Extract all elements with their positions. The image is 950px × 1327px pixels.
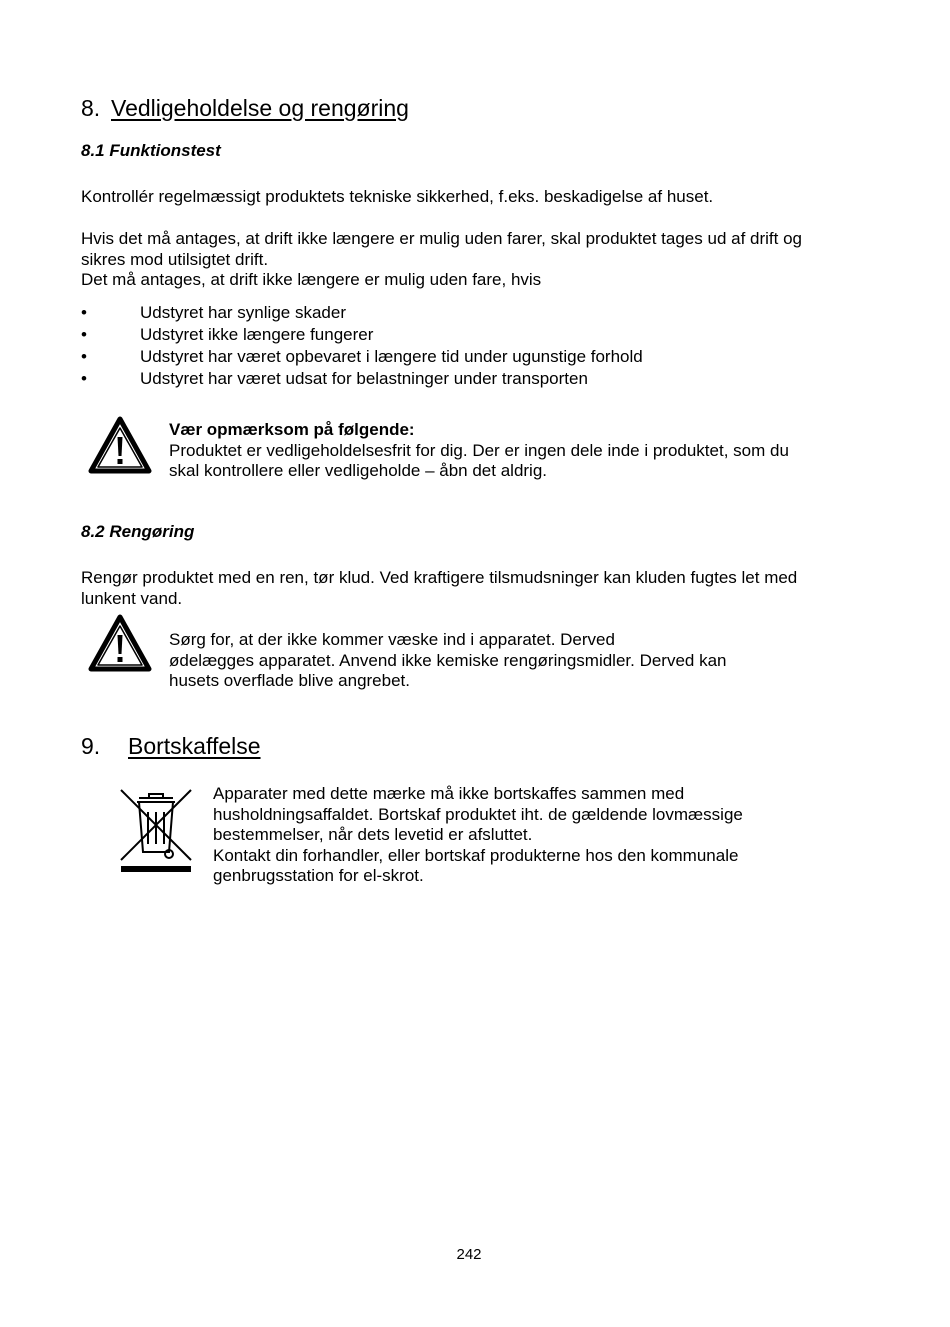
crossed-out-wheelie-bin-icon bbox=[117, 786, 195, 876]
paragraph-line: sikres mod utilsigtet drift. bbox=[81, 249, 269, 269]
bullet-list bbox=[81, 302, 841, 390]
warning-title: Vær opmærksom på følgende: bbox=[169, 420, 415, 439]
paragraph-functional-check bbox=[81, 187, 871, 208]
warning-note-cleaning bbox=[169, 630, 869, 692]
list-item bbox=[81, 324, 841, 346]
paragraph-operation-condition bbox=[81, 229, 871, 291]
paragraph-line: Rengør produktet med en ren, tør klud. Ved kraftigere tilsmudsninger kan kluden fugtes let med bbox=[81, 568, 798, 587]
paragraph-line: Apparater med dette mærke må ikke bortskaffes sammen med bbox=[213, 784, 685, 803]
warning-line: Sørg for, at der ikke kommer væske ind i apparatet. Derved bbox=[169, 630, 615, 649]
bullet-icon: • bbox=[81, 325, 87, 344]
list-item-text: Udstyret har synlige skader bbox=[140, 303, 346, 322]
paragraph-line: Kontrollér regelmæssigt produktets tekniske sikkerhed, f.eks. beskadigelse af huset. bbox=[81, 187, 714, 206]
warning-line: skal kontrollere eller vedligeholde – åbn det aldrig. bbox=[169, 461, 548, 481]
section-8-number: 8. bbox=[81, 95, 101, 121]
paragraph-line: lunkent vand. bbox=[81, 588, 183, 608]
list-item-text: Udstyret har været opbevaret i længere tid under ugunstige forhold bbox=[140, 347, 643, 366]
warning-line: Produktet er vedligeholdelsesfrit for dig. Der er ingen dele inde i produktet, som du bbox=[169, 440, 789, 460]
paragraph-cleaning bbox=[81, 568, 871, 609]
section-8-title: Vedligeholdelse og rengøring bbox=[111, 95, 409, 121]
subsection-8-2-heading: 8.2 Rengøring bbox=[81, 522, 195, 541]
section-8-heading bbox=[81, 95, 681, 125]
subsection-8-1-heading: 8.1 Funktionstest bbox=[81, 141, 221, 160]
paragraph-line: bestemmelser, når dets levetid er afsluttet. bbox=[213, 825, 533, 845]
paragraph-line: Kontakt din forhandler, eller bortskaf produkterne hos den kommunale bbox=[213, 845, 739, 865]
list-item-text: Udstyret ikke længere fungerer bbox=[140, 325, 374, 344]
section-9-heading bbox=[81, 733, 681, 763]
bullet-icon: • bbox=[81, 303, 87, 322]
list-item bbox=[81, 302, 841, 324]
warning-line: husets overflade blive angrebet. bbox=[169, 671, 410, 691]
warning-triangle-icon bbox=[88, 614, 152, 672]
list-item bbox=[81, 346, 841, 368]
section-9-number: 9. bbox=[81, 733, 101, 759]
list-item-text: Udstyret har været udsat for belastninger under transporten bbox=[140, 369, 588, 388]
paragraph-line: genbrugsstation for el-skrot. bbox=[213, 866, 424, 886]
bullet-icon: • bbox=[81, 347, 87, 366]
warning-note-maintenance bbox=[169, 420, 869, 482]
page-number: 242 bbox=[456, 1246, 482, 1263]
paragraph-line: Det må antages, at drift ikke længere er mulig uden fare, hvis bbox=[81, 270, 542, 290]
paragraph-line: husholdningsaffaldet. Bortskaf produktet iht. de gældende lovmæssige bbox=[213, 804, 743, 824]
warning-triangle-icon bbox=[88, 416, 152, 474]
section-9-title: Bortskaffelse bbox=[128, 733, 261, 759]
bullet-icon: • bbox=[81, 369, 87, 388]
warning-line: ødelægges apparatet. Anvend ikke kemiske rengøringsmidler. Derved kan bbox=[169, 650, 727, 670]
paragraph-line: Hvis det må antages, at drift ikke længere er mulig uden farer, skal produktet tages ud af drift og bbox=[81, 229, 802, 248]
list-item bbox=[81, 368, 841, 390]
disposal-text bbox=[213, 784, 863, 887]
